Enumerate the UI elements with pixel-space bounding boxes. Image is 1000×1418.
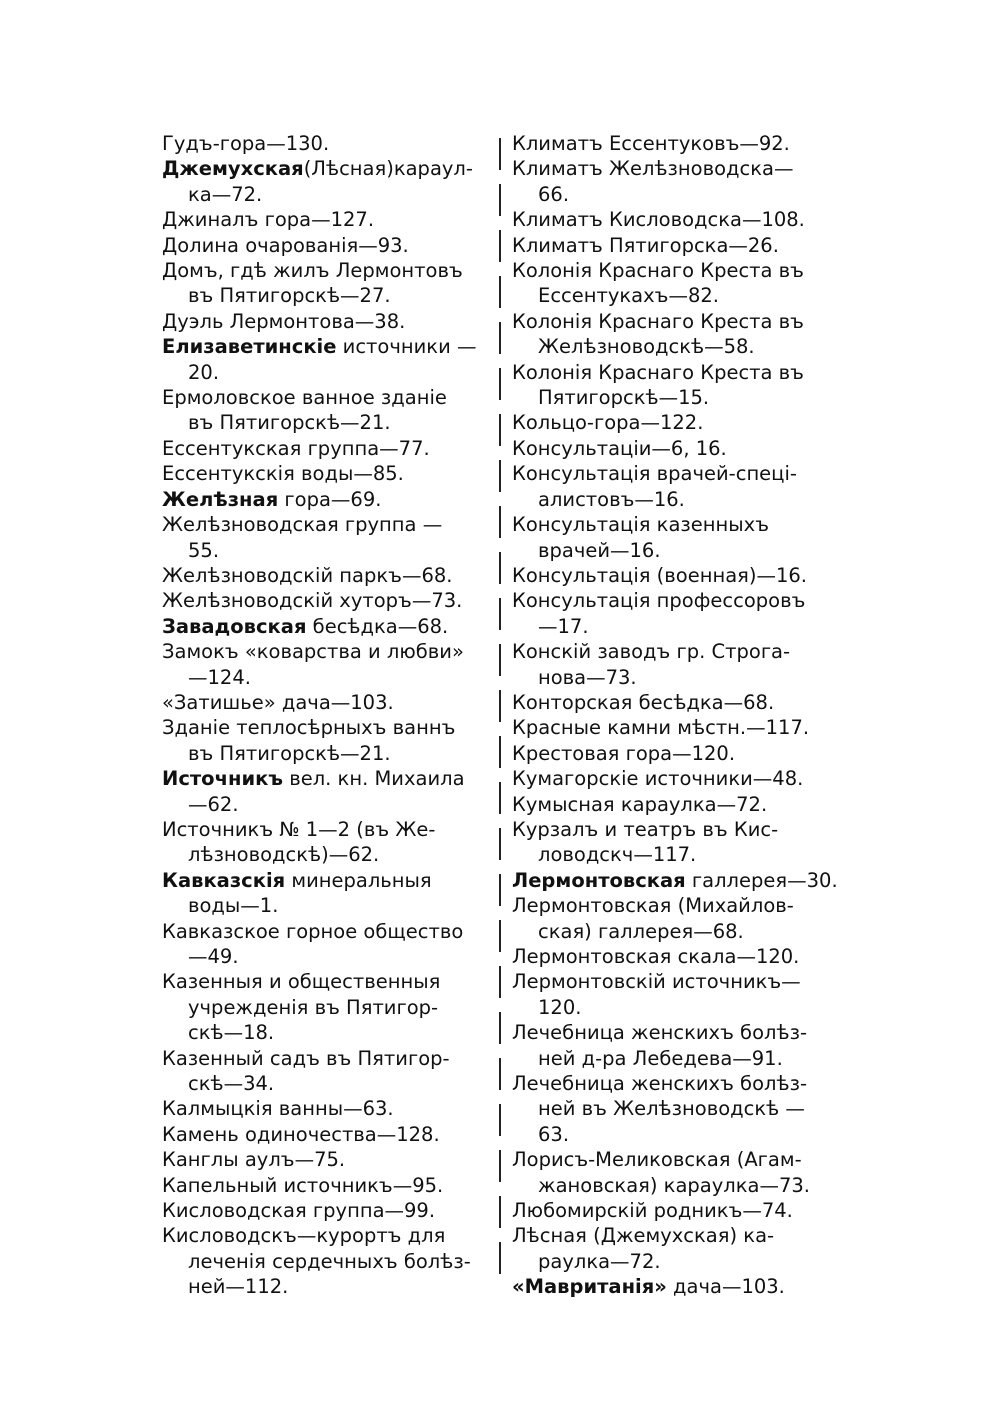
index-entry-line: Домъ, гдѣ жилъ Лермонтовъ	[162, 259, 463, 283]
index-entry-headword: «Мавританія»	[512, 1275, 667, 1299]
index-entry-line: Лермонтовскій источникъ—	[512, 970, 801, 994]
index-entry	[512, 360, 852, 411]
index-entry-line: Кумагорскіе источники—48.	[512, 767, 804, 791]
index-entry	[512, 893, 852, 944]
index-entry-line: Консультаціи—6, 16.	[512, 436, 727, 460]
index-entry	[162, 614, 494, 639]
index-entry-line: Консультація казенныхъ	[512, 513, 769, 537]
index-entry-line: Ессентукахъ—82.	[538, 284, 719, 308]
index-entry	[162, 1122, 494, 1147]
index-entry	[162, 487, 494, 512]
index-entry	[512, 868, 852, 893]
index-entry-line: Елизаветинскіе источники —	[162, 335, 477, 359]
index-entry	[162, 690, 494, 715]
index-entry	[162, 969, 494, 1045]
index-entry-line: Источникъ вел. кн. Михаила	[162, 767, 465, 791]
index-column-right	[512, 131, 852, 1300]
index-entry	[512, 690, 852, 715]
index-entry	[512, 766, 852, 791]
index-entry	[512, 792, 852, 817]
index-entry-line: въ Пятигорскѣ—21.	[188, 411, 391, 435]
index-entry-line: 66.	[538, 182, 570, 206]
index-entry	[162, 233, 494, 258]
index-entry-line: Климатъ Пятигорска—26.	[512, 233, 779, 257]
index-entry-line: ская) галлерея—68.	[538, 919, 744, 943]
index-entry-line: алистовъ—16.	[538, 487, 685, 511]
index-entry	[512, 410, 852, 435]
index-entry	[512, 944, 852, 969]
index-entry-line: Колонія Краснаго Креста въ	[512, 360, 804, 384]
index-entry-line: леченія сердечныхъ болѣз-	[188, 1249, 471, 1273]
index-entry	[162, 131, 494, 156]
index-entry-line: Консультація (военная)—16.	[512, 563, 807, 587]
index-entry	[162, 1096, 494, 1121]
index-entry-line: ловодскч—117.	[538, 843, 697, 867]
index-entry-line: Лорисъ-Меликовская (Агам-	[512, 1148, 802, 1172]
index-entry	[512, 131, 852, 156]
index-entry-line: Колонія Краснаго Креста въ	[512, 309, 804, 333]
index-entry	[162, 1198, 494, 1223]
index-entry	[512, 1274, 852, 1299]
index-entry	[512, 715, 852, 740]
index-entry-line: «Мавританія» дача—103.	[512, 1275, 785, 1299]
index-entry	[512, 207, 852, 232]
index-entry-line: ней въ Желѣзноводскѣ —	[538, 1097, 805, 1121]
index-entry	[512, 1147, 852, 1198]
index-entry	[162, 385, 494, 436]
index-entry-line: лѣзноводскѣ)—62.	[188, 843, 380, 867]
index-entry-line: Лермонтовская галлерея—30.	[512, 868, 838, 892]
index-entry	[162, 817, 494, 868]
index-entry-line: воды—1.	[188, 894, 279, 918]
index-entry-line: Климатъ Желѣзноводска—	[512, 157, 794, 181]
index-entry	[512, 512, 852, 563]
index-entry-line: Камень одиночества—128.	[162, 1122, 440, 1146]
index-entry-line: ка—72.	[188, 182, 263, 206]
index-entry	[162, 258, 494, 309]
index-entry-line: Крестовая гора—120.	[512, 741, 736, 765]
index-entry-line: скѣ—18.	[188, 1021, 275, 1045]
index-entry-line: Консультація врачей-спеці-	[512, 462, 797, 486]
index-entry	[512, 1071, 852, 1147]
index-entry-line: Консультація профессоровъ	[512, 589, 806, 613]
index-entry	[162, 588, 494, 613]
index-entry-line: Пятигорскѣ—15.	[538, 386, 710, 410]
index-entry-line: Климатъ Ессентуковъ—92.	[512, 132, 790, 155]
index-entry-line: Колонія Краснаго Креста въ	[512, 259, 804, 283]
index-entry-line: «Затишье» дача—103.	[162, 690, 394, 714]
index-entry-line: Желѣзноводская группа —	[162, 513, 443, 537]
index-entry-line: Казенныя и общественныя	[162, 970, 441, 994]
index-entry-headword: Желѣзная	[162, 487, 279, 511]
index-entry-line: нова—73.	[538, 665, 637, 689]
index-entry	[162, 1173, 494, 1198]
index-entry	[512, 639, 852, 690]
index-entry-line: ней—112.	[188, 1275, 289, 1299]
index-entry-line: Канглы аулъ—75.	[162, 1148, 346, 1172]
index-entry-line: Желѣзноводскій паркъ—68.	[162, 563, 453, 587]
index-entry	[512, 461, 852, 512]
index-entry-line: Лѣсная (Джемухская) ка-	[512, 1224, 775, 1248]
index-entry	[162, 512, 494, 563]
index-entry-line: Любомирскій родникъ—74.	[512, 1199, 793, 1223]
index-entry	[162, 156, 494, 207]
index-entry-headword: Завадовская	[162, 614, 307, 638]
index-entry-line: —62.	[188, 792, 239, 816]
index-entry-line: Гудъ-гора—130.	[162, 132, 330, 155]
index-entry-line: Кольцо-гора—122.	[512, 411, 704, 435]
index-entry-line: 63.	[538, 1122, 570, 1146]
index-entry-line: Ессентукскія воды—85.	[162, 462, 404, 486]
index-entry-line: въ Пятигорскѣ—27.	[188, 284, 391, 308]
index-entry-line: Желѣзноводскѣ—58.	[538, 335, 755, 359]
index-entry-line: скѣ—34.	[188, 1072, 275, 1096]
index-entry-line: —17.	[538, 614, 589, 638]
index-entry-line: учрежденія въ Пятигор-	[188, 995, 439, 1019]
index-entry-line: Кавказскія минеральныя	[162, 868, 432, 892]
index-entry	[162, 563, 494, 588]
index-entry-line: Кисловодскъ—курортъ для	[162, 1224, 446, 1248]
index-entry-headword: Лермонтовская	[512, 868, 686, 892]
index-entry	[162, 1223, 494, 1299]
index-entry-line: Зданіе теплосѣрныхъ ваннъ	[162, 716, 456, 740]
index-entry-line: Завадовская бесѣдка—68.	[162, 614, 449, 638]
index-entry-line: Казенный садъ въ Пятигор-	[162, 1046, 450, 1070]
index-entry-line: Кавказское горное общество	[162, 919, 464, 943]
index-entry	[512, 817, 852, 868]
column-divider	[499, 138, 501, 1286]
index-entry-line: —124.	[188, 665, 251, 689]
index-entry-headword: Кавказскія	[162, 868, 286, 892]
index-entry	[512, 1020, 852, 1071]
index-entry-line: Лечебница женскихъ болѣз-	[512, 1021, 807, 1045]
index-entry	[162, 334, 494, 385]
index-entry	[162, 1147, 494, 1172]
index-entry-line: Замокъ «коварства и любви»	[162, 640, 464, 664]
index-entry	[162, 639, 494, 690]
index-entry-line: Желѣзноводскій хуторъ—73.	[162, 589, 463, 613]
index-entry	[162, 766, 494, 817]
index-entry-line: раулка—72.	[538, 1249, 661, 1273]
index-entry	[512, 309, 852, 360]
index-entry	[512, 563, 852, 588]
index-entry	[512, 969, 852, 1020]
index-entry-line: Лечебница женскихъ болѣз-	[512, 1072, 807, 1096]
index-entry	[162, 436, 494, 461]
index-entry	[162, 309, 494, 334]
index-entry-line: Источникъ № 1—2 (въ Же-	[162, 817, 436, 841]
index-entry-line: Дуэль Лермонтова—38.	[162, 309, 406, 333]
index-entry-line: Климатъ Кисловодска—108.	[512, 208, 805, 232]
index-entry	[162, 868, 494, 919]
index-entry-line: врачей—16.	[538, 538, 661, 562]
index-entry-line: Лермонтовская скала—120.	[512, 945, 800, 968]
index-entry-line: Джемухская(Лѣсная)караул-	[162, 157, 473, 181]
index-entry-line: Желѣзная гора—69.	[162, 487, 382, 511]
index-entry-line: ней д-ра Лебедева—91.	[538, 1046, 783, 1070]
index-entry-line: 120.	[538, 995, 582, 1019]
index-entry-headword: Елизаветинскіе	[162, 335, 337, 359]
index-column-left	[162, 131, 494, 1300]
index-entry-line: Лермонтовская (Михайлов-	[512, 894, 794, 918]
index-entry-line: Кисловодская группа—99.	[162, 1199, 436, 1223]
index-entry	[162, 919, 494, 970]
index-entry	[162, 461, 494, 486]
index-entry	[512, 233, 852, 258]
index-entry-line: въ Пятигорскѣ—21.	[188, 741, 391, 765]
index-entry	[162, 715, 494, 766]
index-entry-line: Курзалъ и театръ въ Кис-	[512, 817, 779, 841]
index-entry-line: Кумысная караулка—72.	[512, 792, 768, 816]
index-entry-line: Капельный источникъ—95.	[162, 1173, 444, 1197]
index-entry-line: Джиналъ гора—127.	[162, 208, 375, 232]
index-entry-line: Конторская бесѣдка—68.	[512, 690, 775, 714]
index-entry-line: Конскій заводъ гр. Строга-	[512, 640, 791, 664]
index-entry-line: Долина очарованія—93.	[162, 233, 409, 257]
index-entry-line: Ермоловское ванное зданіе	[162, 386, 447, 410]
index-entry-line: 20.	[188, 360, 220, 384]
index-entry-headword: Джемухская	[162, 157, 304, 181]
index-entry-line: —49.	[188, 945, 239, 968]
index-entry	[512, 436, 852, 461]
index-entry-line: Красные камни мѣстн.—117.	[512, 716, 810, 740]
index-entry-line: Ессентукская группа—77.	[162, 436, 430, 460]
index-entry	[512, 741, 852, 766]
index-entry	[162, 1046, 494, 1097]
index-entry	[512, 1198, 852, 1223]
index-entry	[162, 207, 494, 232]
index-entry	[512, 1223, 852, 1274]
index-entry	[512, 156, 852, 207]
index-entry-headword: Источникъ	[162, 767, 283, 791]
index-entry-line: 55.	[188, 538, 220, 562]
index-entry-line: жановская) караулка—73.	[538, 1173, 810, 1197]
index-entry	[512, 258, 852, 309]
index-entry-line: Калмыцкія ванны—63.	[162, 1097, 394, 1121]
index-entry	[512, 588, 852, 639]
